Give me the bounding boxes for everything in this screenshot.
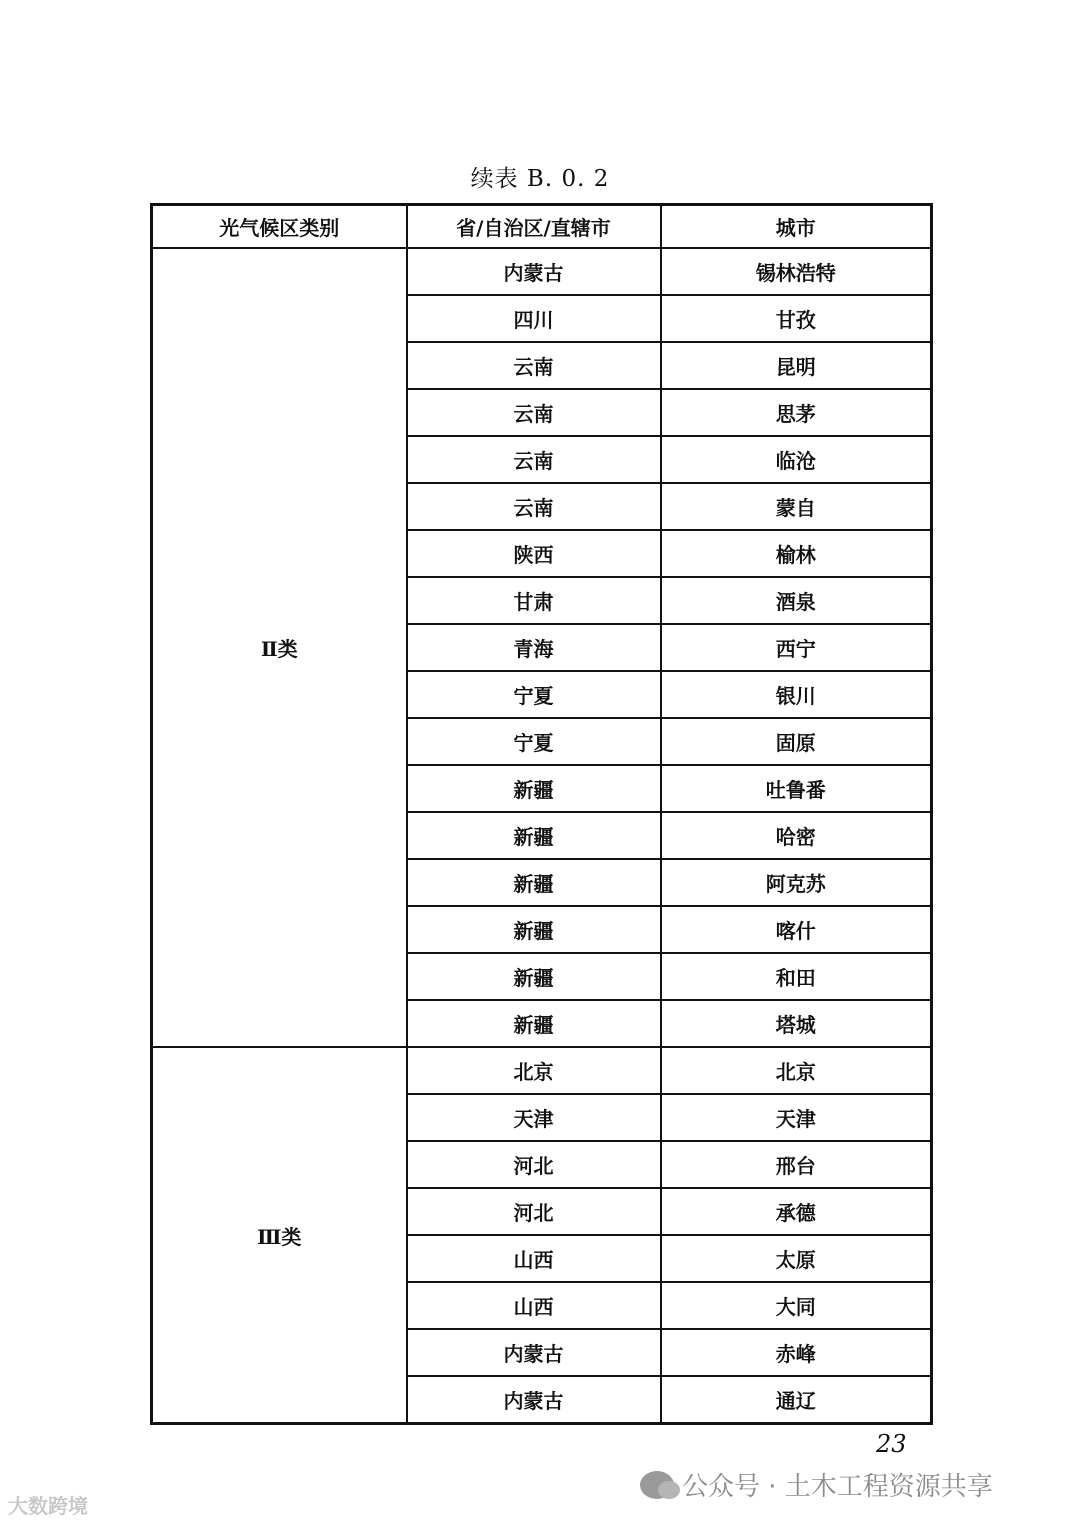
city-cell: 甘孜 (661, 295, 932, 342)
province-cell: 新疆 (407, 859, 661, 906)
city-cell: 天津 (661, 1094, 932, 1141)
province-cell: 内蒙古 (407, 1329, 661, 1376)
city-cell: 哈密 (661, 812, 932, 859)
city-cell: 榆林 (661, 530, 932, 577)
city-cell: 北京 (661, 1047, 932, 1094)
province-cell: 北京 (407, 1047, 661, 1094)
header-category: 光气候区类别 (152, 205, 407, 249)
province-cell: 新疆 (407, 812, 661, 859)
province-cell: 甘肃 (407, 577, 661, 624)
city-cell: 昆明 (661, 342, 932, 389)
city-cell: 邢台 (661, 1141, 932, 1188)
table-row (152, 248, 932, 295)
header-province: 省/自治区/直辖市 (407, 205, 661, 249)
category-cell: Ⅲ类 (152, 1047, 407, 1424)
table-header-row (152, 205, 932, 249)
city-cell: 喀什 (661, 906, 932, 953)
province-cell: 四川 (407, 295, 661, 342)
province-cell: 云南 (407, 483, 661, 530)
watermark-text: 公众号 · 土木工程资源共享 (682, 1472, 993, 1502)
city-cell: 阿克苏 (661, 859, 932, 906)
province-cell: 天津 (407, 1094, 661, 1141)
province-cell: 新疆 (407, 953, 661, 1000)
wechat-icon (640, 1471, 674, 1499)
province-cell: 云南 (407, 389, 661, 436)
climate-zone-table (150, 203, 933, 1425)
province-cell: 内蒙古 (407, 248, 661, 295)
province-cell: 新疆 (407, 1000, 661, 1047)
category-cell: Ⅱ类 (152, 248, 407, 1047)
province-cell: 云南 (407, 436, 661, 483)
header-city: 城市 (661, 205, 932, 249)
city-cell: 太原 (661, 1235, 932, 1282)
province-cell: 河北 (407, 1188, 661, 1235)
city-cell: 和田 (661, 953, 932, 1000)
city-cell: 酒泉 (661, 577, 932, 624)
province-cell: 内蒙古 (407, 1376, 661, 1424)
province-cell: 宁夏 (407, 718, 661, 765)
table-caption: 续表 B. 0. 2 (470, 166, 610, 192)
province-cell: 山西 (407, 1282, 661, 1329)
city-cell: 赤峰 (661, 1329, 932, 1376)
province-cell: 河北 (407, 1141, 661, 1188)
province-cell: 青海 (407, 624, 661, 671)
city-cell: 蒙自 (661, 483, 932, 530)
province-cell: 陕西 (407, 530, 661, 577)
city-cell: 通辽 (661, 1376, 932, 1424)
city-cell: 塔城 (661, 1000, 932, 1047)
city-cell: 承德 (661, 1188, 932, 1235)
province-cell: 新疆 (407, 906, 661, 953)
city-cell: 银川 (661, 671, 932, 718)
corner-logo: 大数跨境 (8, 1494, 88, 1518)
province-cell: 新疆 (407, 765, 661, 812)
city-cell: 西宁 (661, 624, 932, 671)
table-row (152, 1047, 932, 1094)
city-cell: 固原 (661, 718, 932, 765)
city-cell: 临沧 (661, 436, 932, 483)
city-cell: 锡林浩特 (661, 248, 932, 295)
province-cell: 宁夏 (407, 671, 661, 718)
province-cell: 云南 (407, 342, 661, 389)
page-number: 23 (876, 1430, 907, 1458)
city-cell: 大同 (661, 1282, 932, 1329)
watermark (640, 1466, 993, 1503)
city-cell: 吐鲁番 (661, 765, 932, 812)
province-cell: 山西 (407, 1235, 661, 1282)
city-cell: 思茅 (661, 389, 932, 436)
